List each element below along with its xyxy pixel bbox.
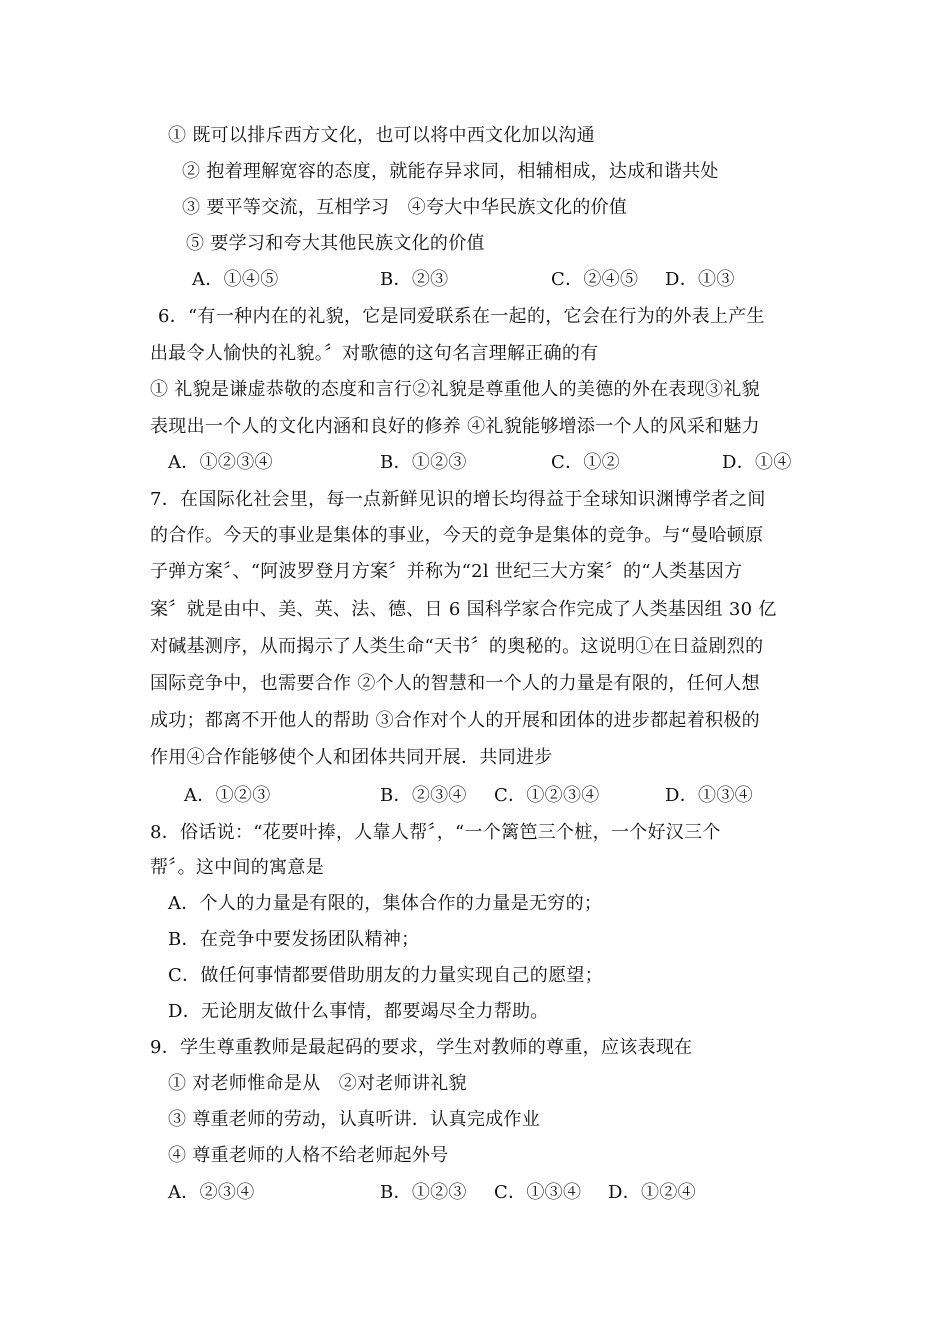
q7-option-a: A．①②③: [184, 785, 271, 806]
q5-option-c: C．②④⑤: [551, 269, 639, 290]
q6-options: [0, 450, 950, 476]
q6-statements-line-2: 表现出一个人的文化内涵和良好的修养 ④礼貌能够增添一个人的风采和魅力: [150, 416, 760, 437]
q8-option-a: A．个人的力量是有限的，集体合作的力量是无穷的；: [168, 893, 603, 914]
q7-option-d: D．①③④: [665, 785, 753, 806]
q8-option-d: D．无论朋友做什么事情，都要竭尽全力帮助。: [168, 1001, 549, 1022]
q7-stem-line-5: 对碱基测序，从而揭示了人类生命“天书〞的奥秘的。这说明①在日益剧烈的: [150, 636, 764, 657]
q9-option-d: D．①②④: [608, 1182, 696, 1203]
q5-statement-2: ② 抱着理解宽容的态度，就能存异求同，相辅相成，达成和谐共处: [182, 161, 719, 182]
q8-stem-line-2: 帮〞。这中间的寓意是: [150, 857, 324, 878]
q7-stem-line-2: 的合作。今天的事业是集体的事业，今天的竞争是集体的竞争。与“曼哈顿原: [150, 525, 764, 546]
q5-option-d: D．①③: [665, 269, 735, 290]
q6-stem-line-2: 出最令人愉快的礼貌。〞对歌德的这句名言理解正确的有: [150, 343, 599, 364]
q8-option-b: B．在竞争中要发扬团队精神；: [168, 929, 420, 950]
q5-statement-1: ① 既可以排斥西方文化，也可以将中西文化加以沟通: [168, 125, 595, 146]
q7-option-c: C．①②③④: [494, 785, 600, 806]
q9-options: [0, 1180, 950, 1206]
q8-option-c: C．做任何事情都要借助朋友的力量实现自己的愿望；: [168, 965, 603, 986]
q7-stem-line-7: 成功；都离不开他人的帮助 ③合作对个人的开展和团体的进步都起着积极的: [150, 710, 760, 731]
q7-options: [0, 783, 950, 809]
q7-stem-line-3: 子弹方案〞、“阿波罗登月方案〞并称为“2l 世纪三大方案〞的“人类基因方: [150, 561, 743, 582]
q9-statement-4: ④ 尊重老师的人格不给老师起外号: [168, 1145, 449, 1166]
q5-statement-3-4: ③ 要平等交流，互相学习 ④夸大中华民族文化的价值: [182, 197, 628, 218]
q9-option-b: B．①②③: [380, 1182, 467, 1203]
q9-stem: 9．学生尊重教师是最起码的要求，学生对教师的尊重，应该表现在: [150, 1037, 693, 1058]
q7-stem-line-6: 国际竞争中，也需要合作 ②个人的智慧和一个人的力量是有限的，任何人想: [150, 673, 760, 694]
q9-statement-3: ③ 尊重老师的劳动，认真听讲．认真完成作业: [168, 1109, 541, 1130]
q6-stem-line-1: 6．“有一种内在的礼貌，它是同爱联系在一起的，它会在行为的外表上产生: [158, 306, 765, 327]
q8-stem-line-1: 8．俗话说：“花要叶捧，人靠人帮〞，“一个篱笆三个桩，一个好汉三个: [150, 822, 721, 843]
q5-option-a: A．①④⑤: [192, 269, 279, 290]
q6-option-a: A．①②③④: [168, 452, 273, 473]
q9-option-c: C．①③④: [494, 1182, 582, 1203]
q7-stem-line-8: 作用④合作能够使个人和团体共同开展．共同进步: [150, 747, 553, 768]
q6-option-c: C．①②: [551, 452, 620, 473]
q7-stem-line-4: 案〞就是由中、美、英、法、德、日 6 国科学家合作完成了人类基因组 30 亿: [150, 599, 777, 620]
q9-option-a: A．②③④: [168, 1182, 255, 1203]
q6-option-b: B．①②③: [380, 452, 467, 473]
q7-option-b: B．②③④: [380, 785, 467, 806]
q7-stem-line-1: 7．在国际化社会里，每一点新鲜见识的增长均得益于全球知识渊博学者之间: [150, 489, 766, 510]
q9-statements-1-2: ① 对老师惟命是从 ②对老师讲礼貌: [168, 1073, 467, 1094]
q6-statements-line-1: ① 礼貌是谦虚恭敬的态度和言行②礼貌是尊重他人的美德的外在表现③礼貌: [150, 379, 760, 400]
q5-option-b: B．②③: [380, 269, 449, 290]
q6-option-d: D．①④: [722, 452, 792, 473]
q5-statement-5: ⑤ 要学习和夸大其他民族文化的价值: [186, 233, 485, 254]
q5-options: [0, 267, 950, 293]
